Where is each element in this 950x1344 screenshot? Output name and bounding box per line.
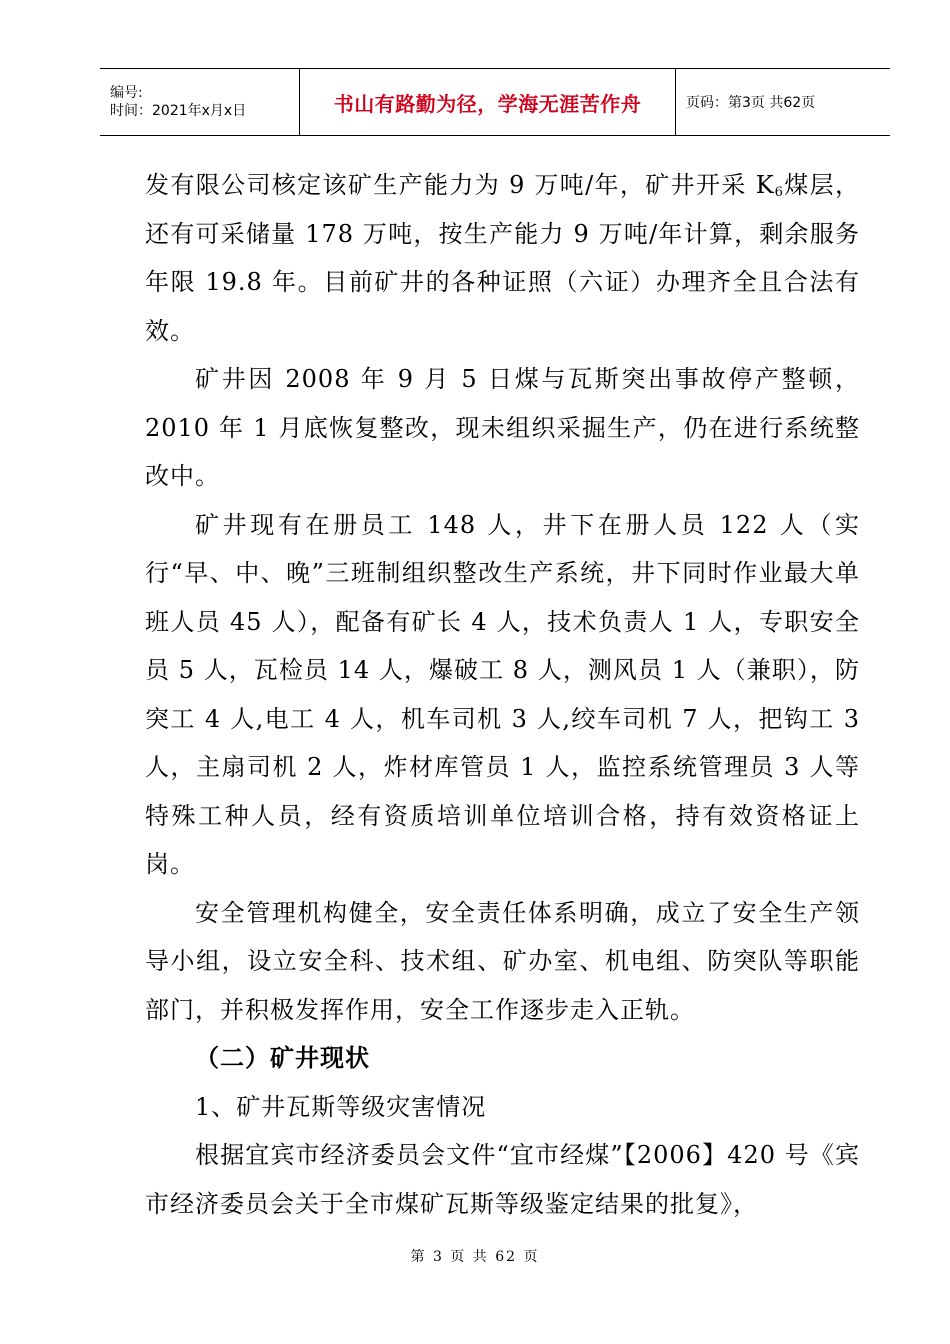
document-body [145,161,860,1228]
header-motto-cell [300,69,676,135]
subsection-heading: 1、矿井瓦斯等级灾害情况 [195,1092,487,1121]
document-number-label: 编号: [110,85,143,101]
paragraph-gas-classification: 根据宜宾市经济委员会文件“宜市经煤”【2006】420 号《宾市经济委员会关于全市煤矿瓦斯等级鉴定结果的批复》， [145,1141,860,1218]
header-motto: 书山有路勤为径，学海无涯苦作舟 [333,91,642,116]
paragraph-text: 煤层，还有可采储量 178 万吨，按生产能力 9 万吨/年计算，剩余服务年限 19.8 年。目前矿井的各种证照（六证）办理齐全且合法有效。 [145,171,861,345]
paragraph-staff: 矿井现有在册员工 148 人，井下在册人员 122 人（实行“早、中、晚”三班制组织整改生产系统，井下同时作业最大单班人员 45 人），配备有矿长 4 人，技术负责人 1 人，专职安全员 5 人，瓦检员 14 人，爆破工 8 人，测风员 1 人（兼职），防突工 4 人,电工 4 人，机车司机 3 人,绞车司机 7 人，把钩工 3 人，主扇司机 2 人，炸材库管员 1 人，监控系统管理员 3 人等特殊工种人员，经有资质培训单位培训合格，持有效资格证上岗。 [145,510,860,878]
document-time: 时间：2021年x月x日 [110,103,247,119]
section-heading: （二）矿井现状 [195,1044,370,1072]
page-header [100,68,890,136]
paragraph-capacity [145,161,860,355]
paragraph-rectification: 矿井因 2008 年 9 月 5 日煤与瓦斯突出事故停产整顿，2010 年 1 月底恢复整改，现未组织采掘生产，仍在进行系统整改中。 [145,365,860,490]
header-page-cell [676,69,890,135]
page-footer: 第 3 页 共 62 页 [410,1249,540,1265]
header-meta [100,69,300,135]
paragraph-text: 发有限公司核定该矿生产能力为 9 万吨/年，矿井开采 K [145,171,775,199]
header-page-info: 页码：第3页 共62页 [686,95,816,111]
subscript-k6: 6 [774,185,784,200]
paragraph-safety-management: 安全管理机构健全，安全责任体系明确，成立了安全生产领导小组，设立安全科、技术组、矿办室、机电组、防突队等职能部门，并积极发挥作用，安全工作逐步走入正轨。 [145,898,860,1024]
